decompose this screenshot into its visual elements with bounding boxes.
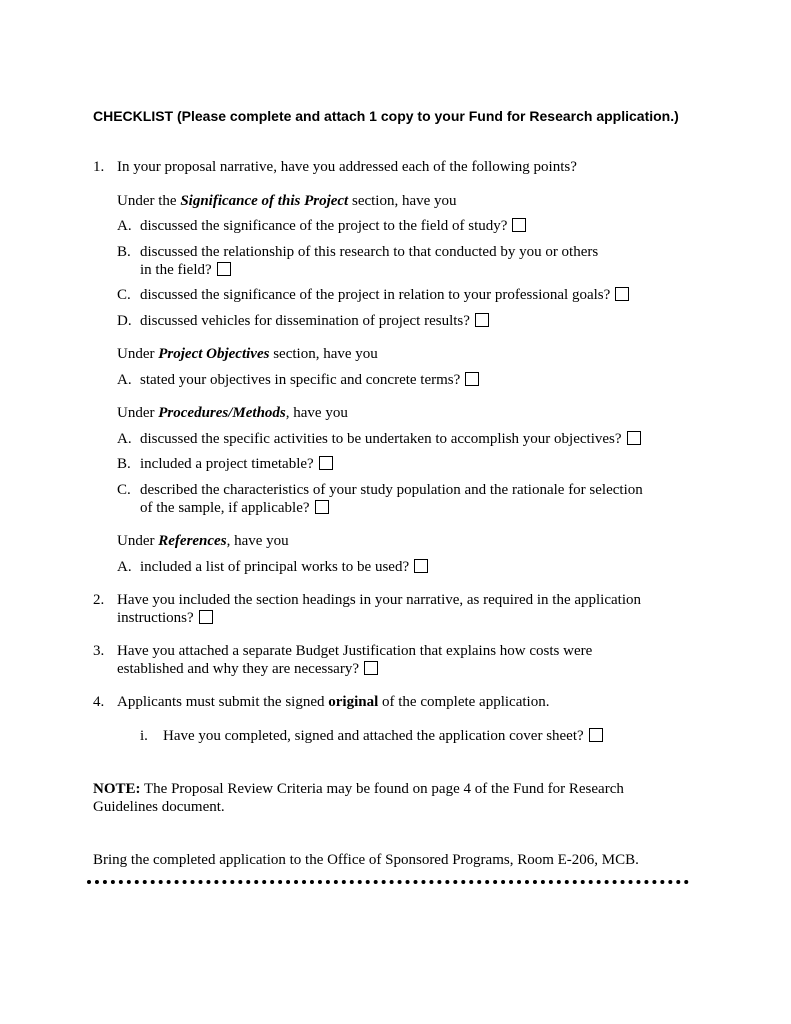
dotted-divider bbox=[87, 880, 689, 884]
checklist-item: included a project timetable? bbox=[140, 455, 333, 473]
item-letter: C. bbox=[117, 287, 131, 303]
checkbox-q3[interactable] bbox=[364, 661, 378, 675]
q4-sub-text: Have you completed, signed and attached the application cover sheet? bbox=[163, 727, 603, 745]
item-letter: A. bbox=[117, 372, 132, 388]
checklist-item: discussed the significance of the project in relation to your professional goals? bbox=[140, 286, 629, 304]
note-label: NOTE: bbox=[93, 781, 141, 797]
checklist-item: discussed the relationship of this research to that conducted by you or others bbox=[140, 244, 599, 260]
item-letter: A. bbox=[117, 559, 132, 575]
checklist-item: discussed the specific activities to be undertaken to accomplish your objectives? bbox=[140, 430, 641, 448]
q3-text: established and why they are necessary? bbox=[117, 660, 378, 678]
checkbox-significance-a[interactable] bbox=[512, 218, 526, 232]
checkbox-q2[interactable] bbox=[199, 610, 213, 624]
checklist-title: CHECKLIST (Please complete and attach 1 copy to your Fund for Research application.) bbox=[93, 108, 679, 124]
checkbox-q4-cover-sheet[interactable] bbox=[589, 728, 603, 742]
checkbox-procedures-a[interactable] bbox=[627, 431, 641, 445]
checkbox-procedures-b[interactable] bbox=[319, 456, 333, 470]
item-letter: A. bbox=[117, 218, 132, 234]
checkbox-references-a[interactable] bbox=[414, 559, 428, 573]
q1-number: 1. bbox=[93, 159, 105, 175]
checkbox-significance-d[interactable] bbox=[475, 313, 489, 327]
checklist-item: of the sample, if applicable? bbox=[140, 499, 329, 517]
q4-text: Applicants must submit the signed original of the complete application. bbox=[117, 694, 550, 710]
checkbox-significance-c[interactable] bbox=[615, 287, 629, 301]
checklist-item: in the field? bbox=[140, 261, 231, 279]
q4-sub-number: i. bbox=[140, 728, 148, 744]
q3-number: 3. bbox=[93, 643, 105, 659]
checklist-item: included a list of principal works to be used? bbox=[140, 558, 428, 576]
checkbox-objectives-a[interactable] bbox=[465, 372, 479, 386]
footer-instructions: Bring the completed application to the Office of Sponsored Programs, Room E-206, MCB. bbox=[93, 852, 639, 868]
item-letter: C. bbox=[117, 482, 131, 498]
checklist-item: discussed vehicles for dissemination of project results? bbox=[140, 312, 489, 330]
checkbox-procedures-c[interactable] bbox=[315, 500, 329, 514]
item-letter: B. bbox=[117, 244, 131, 260]
section-procedures-heading: Under Procedures/Methods, have you bbox=[117, 405, 348, 421]
q3-text: Have you attached a separate Budget Justification that explains how costs were bbox=[117, 643, 593, 659]
checklist-item: discussed the significance of the project to the field of study? bbox=[140, 217, 526, 235]
section-references-heading: Under References, have you bbox=[117, 533, 289, 549]
q1-text: In your proposal narrative, have you addressed each of the following points? bbox=[117, 159, 577, 175]
checkbox-significance-b[interactable] bbox=[217, 262, 231, 276]
q2-text: instructions? bbox=[117, 609, 213, 627]
item-letter: B. bbox=[117, 456, 131, 472]
q2-number: 2. bbox=[93, 592, 105, 608]
q2-text: Have you included the section headings in your narrative, as required in the application bbox=[117, 592, 641, 608]
checklist-item: stated your objectives in specific and concrete terms? bbox=[140, 371, 479, 389]
checklist-item: described the characteristics of your study population and the rationale for selection bbox=[140, 482, 643, 498]
section-significance-heading: Under the Significance of this Project section, have you bbox=[117, 193, 457, 209]
item-letter: D. bbox=[117, 313, 132, 329]
note-text: Guidelines document. bbox=[93, 799, 225, 815]
item-letter: A. bbox=[117, 431, 132, 447]
note-text: NOTE: The Proposal Review Criteria may be found on page 4 of the Fund for Research bbox=[93, 781, 624, 797]
q4-number: 4. bbox=[93, 694, 105, 710]
section-objectives-heading: Under Project Objectives section, have you bbox=[117, 346, 378, 362]
